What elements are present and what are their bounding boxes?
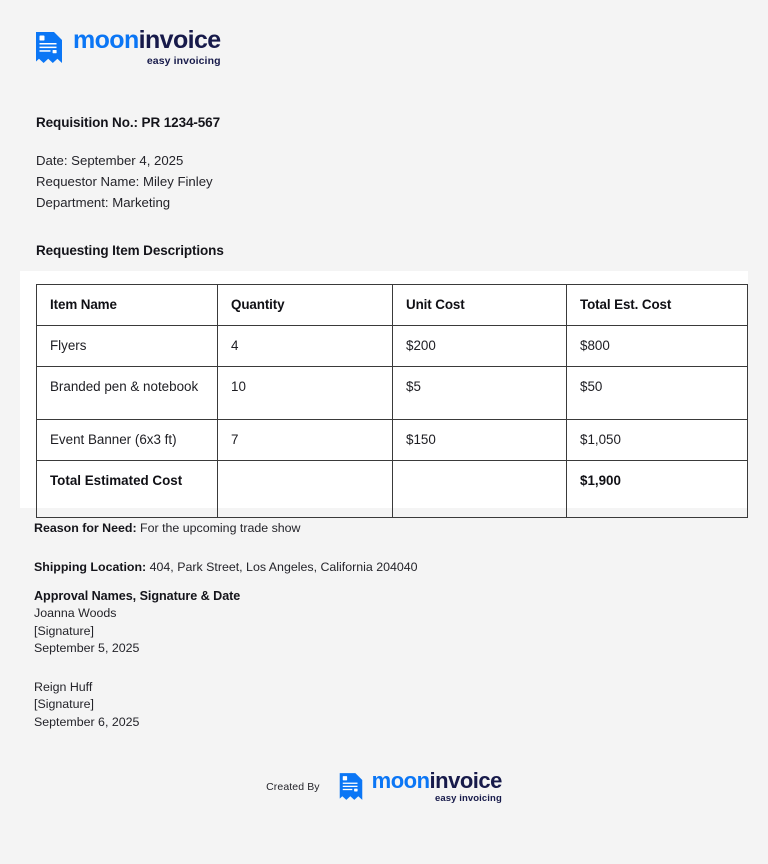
cell-total-cost: $1,050: [567, 420, 748, 461]
column-header-item-name: Item Name: [37, 285, 218, 326]
brand-name: [73, 28, 221, 53]
cell-quantity: 10: [218, 367, 393, 420]
cell-total-cost: $50: [567, 367, 748, 420]
approver-signature: [Signature]: [34, 697, 94, 711]
approver-name: Reign Huff: [34, 679, 93, 694]
document-footer: [0, 770, 768, 804]
cell-unit-cost: $150: [393, 420, 567, 461]
invoice-document-icon: [34, 31, 64, 64]
cell-total-cost: $800: [567, 326, 748, 367]
table-row: [37, 326, 748, 367]
meta-requestor: Requestor Name: Miley Finley: [36, 173, 213, 189]
approver-date: September 6, 2025: [34, 714, 140, 729]
cell-item-name: Branded pen & notebook: [37, 367, 218, 420]
requisition-meta-block: [0, 115, 768, 213]
column-header-total-est-cost: Total Est. Cost: [567, 285, 748, 326]
brand-wordmark: [73, 28, 221, 67]
footer-brand-name-invoice: invoice: [429, 768, 502, 793]
shipping-location-label: Shipping Location:: [34, 560, 147, 574]
table-header-row: [37, 285, 748, 326]
brand-name-moon: moon: [73, 26, 139, 54]
approver-entry: [34, 605, 464, 658]
document-header: [0, 0, 768, 67]
approver-date: September 5, 2025: [34, 641, 140, 655]
column-header-quantity: Quantity: [218, 285, 393, 326]
footer-brand-name-moon: moon: [371, 768, 430, 793]
approver-entry: [34, 679, 464, 732]
approvals-block: [34, 589, 464, 731]
reason-for-need-label: Reason for Need:: [34, 521, 137, 535]
brand-logo: [34, 28, 768, 67]
column-header-unit-cost: Unit Cost: [393, 285, 567, 326]
shipping-location-value: 404, Park Street, Los Angeles, California 204040: [146, 560, 418, 574]
table-total-row: [37, 461, 748, 518]
cell-item-name: Event Banner (6x3 ft): [37, 420, 218, 461]
notes-block: [34, 519, 734, 576]
meta-date: Date: September 4, 2025: [36, 152, 184, 168]
table-row: [37, 420, 748, 461]
items-table-card: [20, 271, 748, 508]
cell-quantity: 4: [218, 326, 393, 367]
invoice-document-icon: [338, 772, 364, 801]
shipping-location: [34, 558, 734, 576]
meta-department: Department: Marketing: [36, 194, 171, 210]
approver-name: Joanna Woods: [34, 606, 117, 620]
footer-brand-logo: [338, 770, 502, 804]
meta-lines: [36, 150, 768, 213]
cell-total-label: Total Estimated Cost: [37, 461, 218, 518]
table-row: [37, 367, 748, 420]
footer-brand-wordmark: [372, 770, 502, 804]
cell-item-name: Flyers: [37, 326, 218, 367]
cell-quantity: 7: [218, 420, 393, 461]
cell-unit-cost: $5: [393, 367, 567, 420]
reason-for-need-value: For the upcoming trade show: [136, 521, 301, 535]
brand-name-invoice: invoice: [138, 26, 221, 54]
cell-total-amount: $1,900: [567, 461, 748, 518]
cell-total-quantity: [218, 461, 393, 518]
section-title-items: Requesting Item Descriptions: [36, 242, 224, 258]
approver-signature: [Signature]: [34, 623, 94, 638]
brand-tagline: easy invoicing: [146, 55, 221, 67]
reason-for-need: [34, 519, 734, 537]
approvals-title: Approval Names, Signature & Date: [34, 589, 241, 603]
items-table: [36, 284, 748, 518]
footer-brand-name: [372, 770, 502, 792]
requisition-number: Requisition No.: PR 1234-567: [36, 114, 220, 130]
created-by-label: Created By: [266, 780, 320, 793]
cell-total-unit-cost: [393, 461, 567, 518]
cell-unit-cost: $200: [393, 326, 567, 367]
footer-brand-tagline: easy invoicing: [434, 793, 502, 804]
